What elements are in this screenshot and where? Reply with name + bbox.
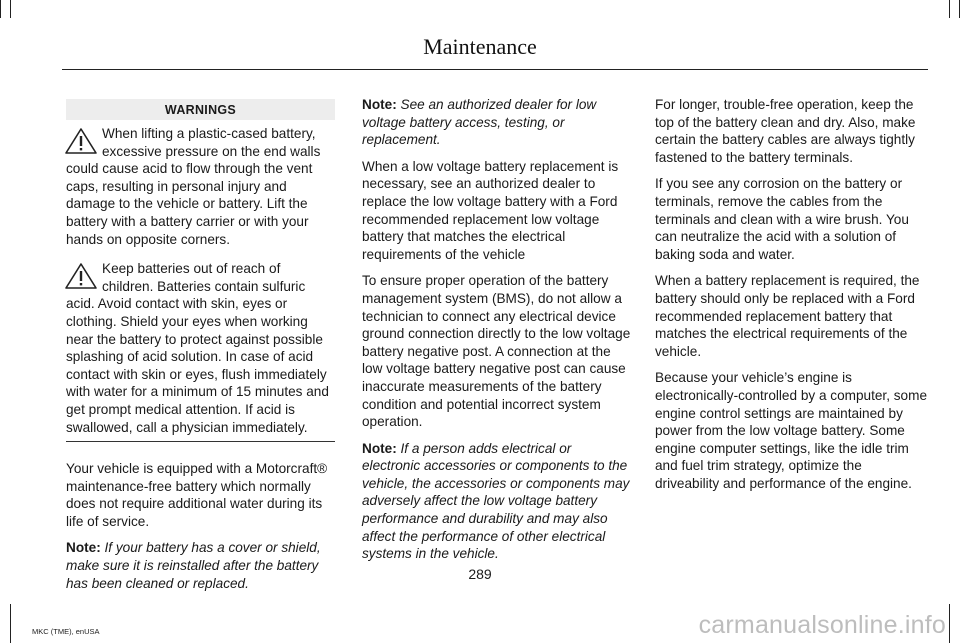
note-text: If your battery has a cover or shield, make sure it is reinstalled after the battery has been cleaned or replaced. bbox=[66, 540, 321, 591]
crop-mark bbox=[949, 604, 950, 643]
crop-mark bbox=[10, 0, 11, 18]
watermark: carmanualsonline.info bbox=[698, 611, 946, 639]
warning-text: Keep batteries out of reach of children. Batteries contain sulfuric acid. Avoid contact with skin, eyes or clothing. Shield your eyes when working near the battery to protect against possible splashing of acid solution. In case of acid contact with skin or eyes, flush immediately with water for a minimum of 15 minutes and get prompt medical attention. If acid is swallowed, call a physician immediately. bbox=[66, 261, 329, 435]
page-title: Maintenance bbox=[423, 34, 537, 59]
note-label: Note: bbox=[362, 97, 397, 112]
column-middle bbox=[362, 96, 631, 572]
column-right bbox=[655, 96, 927, 501]
body-paragraph: When a battery replacement is required, the battery should only be replaced with a Ford recommended replacement battery that matches the electrical requirements of the vehicle. bbox=[655, 273, 920, 359]
note-text: If a person adds electrical or electronic accessories or components to the vehicle, the accessories or components may adversely affect the low voltage battery performance and durability and may also affect the performance of other electrical systems in the vehicle. bbox=[362, 440, 630, 562]
body-paragraph: Because your vehicle’s engine is electronically-controlled by a computer, some engine control settings are maintained by power from the low voltage battery. Some engine computer settings, like the idle trim and fuel trim strategy, optimize the driveability and performance of the engine. bbox=[655, 370, 928, 491]
document-code: MKC (TME), enUSA bbox=[32, 627, 100, 636]
warning-text: When lifting a plastic-cased battery, excessive pressure on the end walls could cause acid to flow through the vent caps, resulting in personal injury and damage to the vehicle or battery. Lift the battery with a battery carrier or with your hands on opposite corners. bbox=[66, 126, 321, 247]
body-paragraph: For longer, trouble-free operation, keep the top of the battery clean and dry. Also, make certain the battery cables are always tightly fastened to the battery terminals. bbox=[655, 97, 916, 165]
warning-triangle-icon bbox=[64, 262, 98, 290]
crop-mark bbox=[0, 0, 1, 18]
note-paragraph bbox=[362, 440, 631, 563]
note-text: See an authorized dealer for low voltage battery access, testing, or replacement. bbox=[362, 97, 597, 148]
column-left bbox=[66, 96, 335, 601]
header-rule bbox=[62, 69, 928, 70]
warning-block bbox=[66, 260, 335, 436]
body-paragraph: When a low voltage battery replacement is necessary, see an authorized dealer to replace the low voltage battery with a Ford recommended replacement low voltage battery that matches the electrical requirements of the vehicle bbox=[362, 158, 619, 262]
note-label: Note: bbox=[66, 540, 101, 556]
body-paragraph: Your vehicle is equipped with a Motorcraft® maintenance-free battery which normally does not require additional water during its life of service. bbox=[66, 461, 328, 529]
warning-triangle-icon bbox=[64, 127, 98, 155]
body-paragraph: To ensure proper operation of the battery management system (BMS), do not allow a technician to connect any electrical device ground connection directly to the low voltage battery negative post. A connection at the low voltage battery negative post can cause inaccurate measurements of the battery condition and potential incorrect system operation. bbox=[362, 273, 631, 430]
warning-block bbox=[66, 125, 335, 248]
warnings-divider bbox=[66, 441, 335, 442]
body-paragraph: If you see any corrosion on the battery or terminals, remove the cables from the terminals and clean with a wire brush. You can neutralize the acid with a solution of baking soda and water. bbox=[655, 176, 909, 262]
page-number: 289 bbox=[468, 566, 492, 582]
warnings-heading: WARNINGS bbox=[66, 99, 335, 120]
crop-mark bbox=[949, 0, 950, 18]
note-paragraph bbox=[362, 96, 631, 149]
note-label: Note: bbox=[362, 440, 397, 456]
crop-mark bbox=[10, 604, 11, 643]
